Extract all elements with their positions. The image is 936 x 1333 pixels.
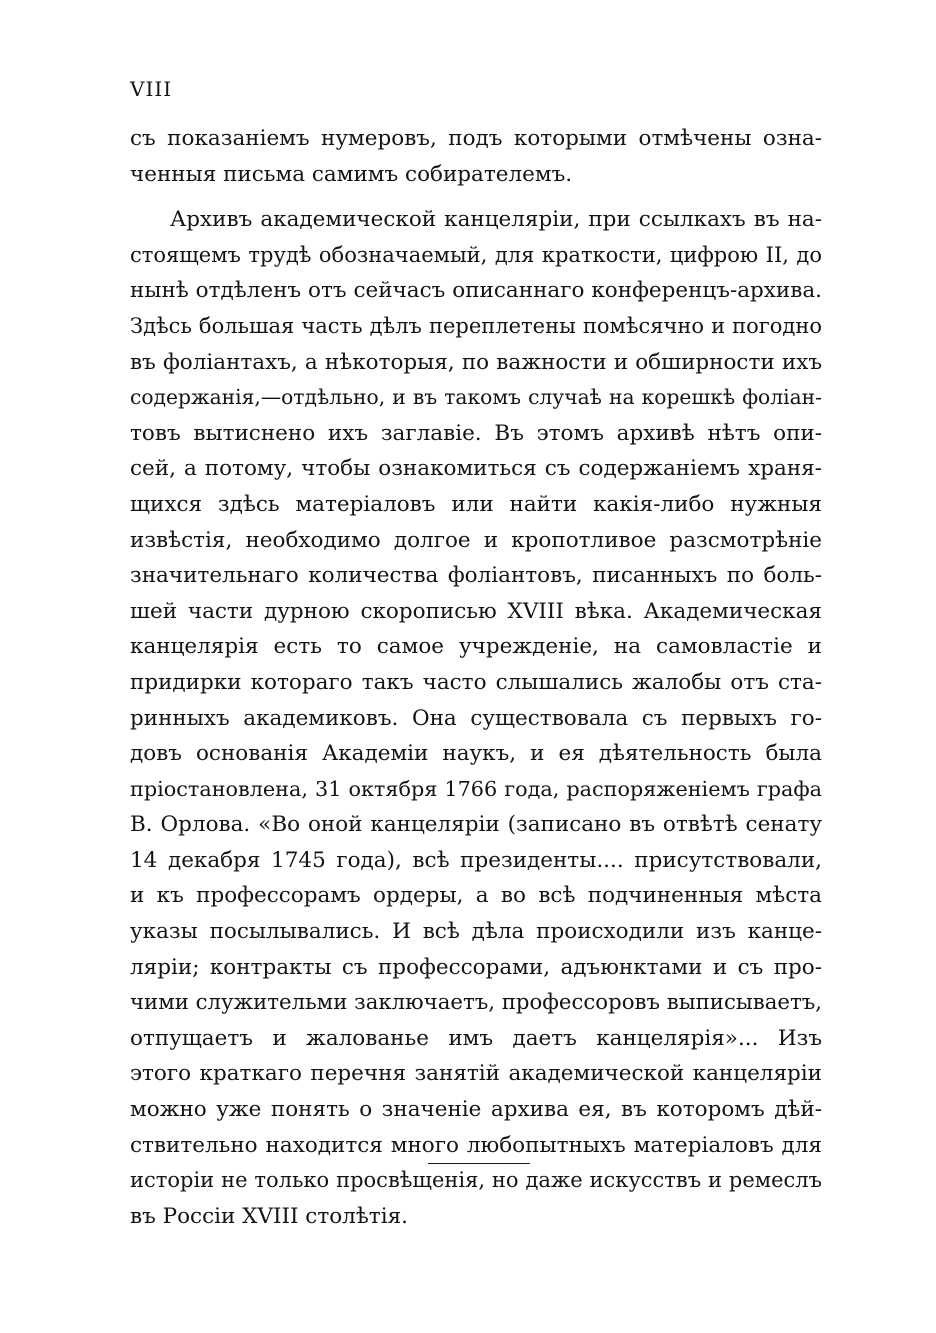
text-line: пріостановлена, 31 октября 1766 года, распоряженіемъ графа	[130, 776, 822, 801]
text-line: ченныя письма самимъ собирателемъ.	[130, 161, 573, 187]
text-line: Здѣсь большая часть дѣлъ переплетены помѣсячно и погодно	[130, 313, 822, 338]
text-line: ринныхъ академиковъ. Она существовала съ первыхъ го-	[130, 705, 822, 731]
text-line: извѣстія, необходимо долгое и кропотливое разсмотрѣніе	[130, 527, 822, 553]
text-line: ляріи; контракты съ профессорами, адъюнктами и съ про-	[130, 954, 822, 980]
text-line: канцелярія есть то самое учрежденіе, на самовластіе и	[130, 634, 822, 660]
text-line: ствительно находится много любопытныхъ матеріаловъ для	[130, 1132, 822, 1158]
paragraph-1	[130, 121, 822, 192]
text-line: исторіи не только просвѣщенія, но даже искусствъ и ремеслъ	[130, 1168, 822, 1193]
text-line: чими служительми заключаетъ, профессоровъ выписываетъ,	[130, 990, 822, 1016]
text-line: можно уже понять о значеніе архива ея, въ которомъ дѣй-	[130, 1097, 822, 1123]
text-line: и къ профессорамъ ордеры, а во всѣ подчиненныя мѣста	[130, 883, 822, 909]
text-line: значительнаго количества фоліантовъ, писанныхъ по боль-	[130, 563, 822, 589]
text-line: съ показаніемъ нумеровъ, подъ которыми отмѣчены озна-	[130, 126, 822, 151]
text-line: шей части дурною скорописью XVIII вѣка. Академическая	[130, 598, 822, 624]
text-line: придирки котораго такъ часто слышались жалобы отъ ста-	[130, 669, 822, 695]
text-line: этого краткаго перечня занятій академической канцеляріи	[130, 1061, 822, 1087]
text-line: 14 декабря 1745 года), всѣ президенты.... присутствовали,	[130, 847, 822, 873]
end-divider	[428, 1163, 530, 1164]
text-line: В. Орлова. «Во оной канцеляріи (записано въ отвѣтѣ сенату	[130, 812, 822, 838]
text-line: въ Россіи XVIII столѣтія.	[130, 1203, 408, 1229]
text-line: Архивъ академической канцеляріи, при ссылкахъ въ на-	[170, 207, 822, 233]
page-number: VIII	[130, 77, 173, 101]
text-line: сей, а потому, чтобы ознакомиться съ содержаніемъ храня-	[130, 456, 822, 482]
text-line: содержанія,—отдѣльно, и въ такомъ случаѣ на корешкѣ фоліан-	[130, 385, 822, 410]
text-line: товъ вытиснено ихъ заглавіе. Въ этомъ архивѣ нѣтъ опи-	[130, 420, 822, 446]
text-line: щихся здѣсь матеріаловъ или найти какія-либо нужныя	[130, 491, 822, 517]
text-line: въ фоліантахъ, а нѣкоторыя, по важности и обширности ихъ	[130, 349, 822, 375]
text-line: нынѣ отдѣленъ отъ сейчасъ описаннаго конференцъ-архива.	[130, 278, 822, 304]
paragraph-2	[130, 202, 822, 1234]
body-text	[130, 121, 822, 1234]
text-line: довъ основанія Академіи наукъ, и ея дѣятельность была	[130, 741, 822, 767]
text-line: стоящемъ трудѣ обозначаемый, для краткости, цифрою II, до	[130, 242, 822, 267]
text-line: отпущаетъ и жалованье имъ даетъ канцелярія»... Изъ	[130, 1025, 822, 1051]
text-line: указы посылывались. И всѣ дѣла происходили изъ канце-	[130, 919, 822, 945]
